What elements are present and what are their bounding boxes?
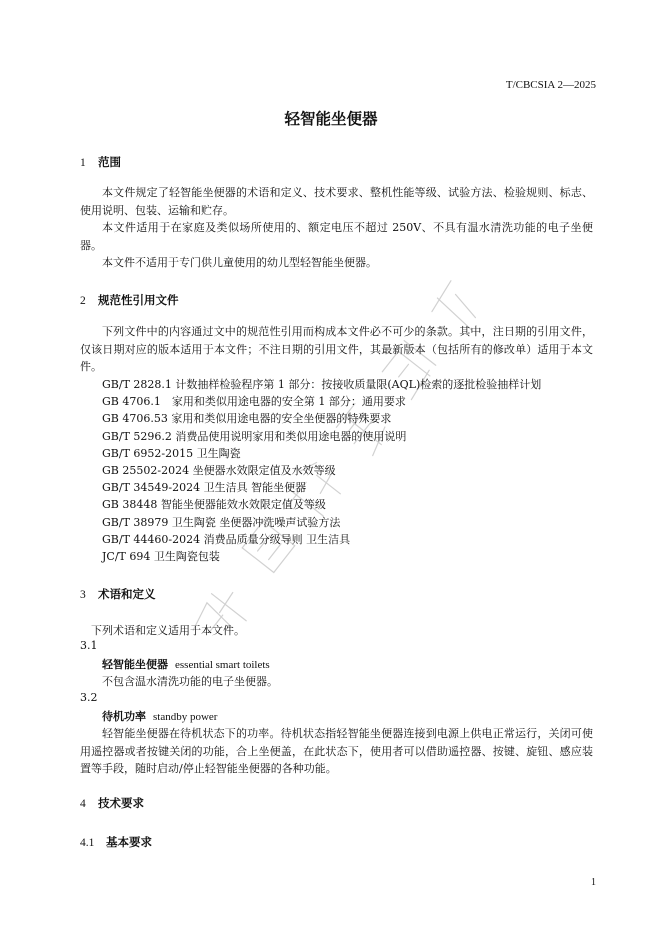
section-3-heading: [80, 586, 156, 602]
section-1-heading: [80, 154, 121, 170]
reference-item: GB/T 5296.2 消费品使用说明家用和类似用途电器的使用说明: [102, 429, 407, 443]
section-title: 规范性引用文件: [98, 293, 179, 307]
term-english: standby power: [153, 711, 218, 723]
reference-item: GB/T 2828.1 计数抽样检验程序第 1 部分：按接收质量限(AQL)检索的逐批检验抽样计划: [102, 378, 542, 391]
term-chinese: 待机功率: [102, 710, 146, 723]
scope-text: [80, 184, 593, 272]
reference-item: GB 38448 智能坐便器能效水效限定值及等级: [102, 498, 326, 512]
scope-paragraph-2: 本文件适用于在家庭及类似场所使用的、额定电压不超过 250V、不具有温水清洗功能的电子坐便器。: [80, 221, 593, 252]
term-chinese: 轻智能坐便器: [102, 658, 168, 671]
reference-item: GB 25502-2024 坐便器水效限定值及水效等级: [102, 464, 336, 478]
reference-item: GB 4706.53 家用和类似用途电器的安全坐便器的特殊要求: [102, 412, 392, 426]
document-title: 轻智能坐便器: [284, 110, 378, 128]
section-title: 术语和定义: [98, 587, 156, 601]
term-definition: 不包含温水清洗功能的电子坐便器。: [102, 675, 278, 688]
term-number: 3.1: [80, 639, 98, 652]
section-number: 3: [80, 589, 86, 601]
reference-item: GB/T 44460-2024 消费品质量分级导则 卫生洁具: [102, 532, 351, 546]
section-4-1-heading: [80, 834, 152, 850]
section-title: 基本要求: [106, 835, 152, 849]
term-heading: [102, 708, 217, 724]
normative-intro-paragraph: 下列文件中的内容通过文中的规范性引用而构成本文件必不可少的条款。其中，注日期的引用文件，仅该日期对应的版本适用于本文件；不注日期的引用文件，其最新版本（包括所有的修改单）适用于本文件。: [80, 325, 593, 373]
term-heading: [102, 656, 270, 672]
reference-item: GB 4706.1 家用和类似用途电器的安全第 1 部分：通用要求: [102, 395, 406, 409]
section-number: 4.1: [80, 837, 95, 849]
reference-item: GB/T 38979 卫生陶瓷 坐便器冲洗噪声试验方法: [102, 515, 341, 529]
term-definition-block: [80, 725, 593, 778]
section-number: 2: [80, 295, 86, 307]
reference-item: GB/T 34549-2024 卫生洁具 智能坐便器: [102, 481, 307, 495]
scope-paragraph-1: 本文件规定了轻智能坐便器的术语和定义、技术要求、整机性能等级、试验方法、检验规则、标志、使用说明、包装、运输和贮存。: [80, 186, 593, 217]
section-title: 范围: [98, 155, 121, 169]
term-definition: 轻智能坐便器在待机状态下的功率。待机状态指轻智能坐便器连接到电源上供电正常运行，关闭可使用遥控器或者按键关闭的功能，合上坐便盖，在此状态下，使用者可以借助遥控器、按键、旋钮、感应装置等手段，随时启动/停止轻智能坐便器的各种功能。: [80, 727, 593, 775]
standard-number: T/CBCSIA 2—2025: [505, 79, 596, 91]
reference-item: GB/T 6952-2015 卫生陶瓷: [102, 446, 241, 460]
section-number: 1: [80, 157, 86, 169]
section-4-heading: [80, 795, 144, 811]
normative-intro: [80, 323, 593, 376]
term-english: essential smart toilets: [175, 659, 270, 671]
section-2-heading: [80, 292, 179, 308]
terms-intro: 下列术语和定义适用于本文件。: [91, 624, 245, 637]
page-number: 1: [591, 877, 596, 888]
scope-paragraph-3: 本文件不适用于专门供儿童使用的幼儿型轻智能坐便器。: [102, 256, 377, 269]
section-number: 4: [80, 798, 86, 810]
section-title: 技术要求: [98, 796, 144, 810]
reference-item: JC/T 694 卫生陶瓷包装: [102, 550, 220, 564]
reference-list: [102, 376, 541, 565]
term-number: 3.2: [80, 691, 98, 704]
